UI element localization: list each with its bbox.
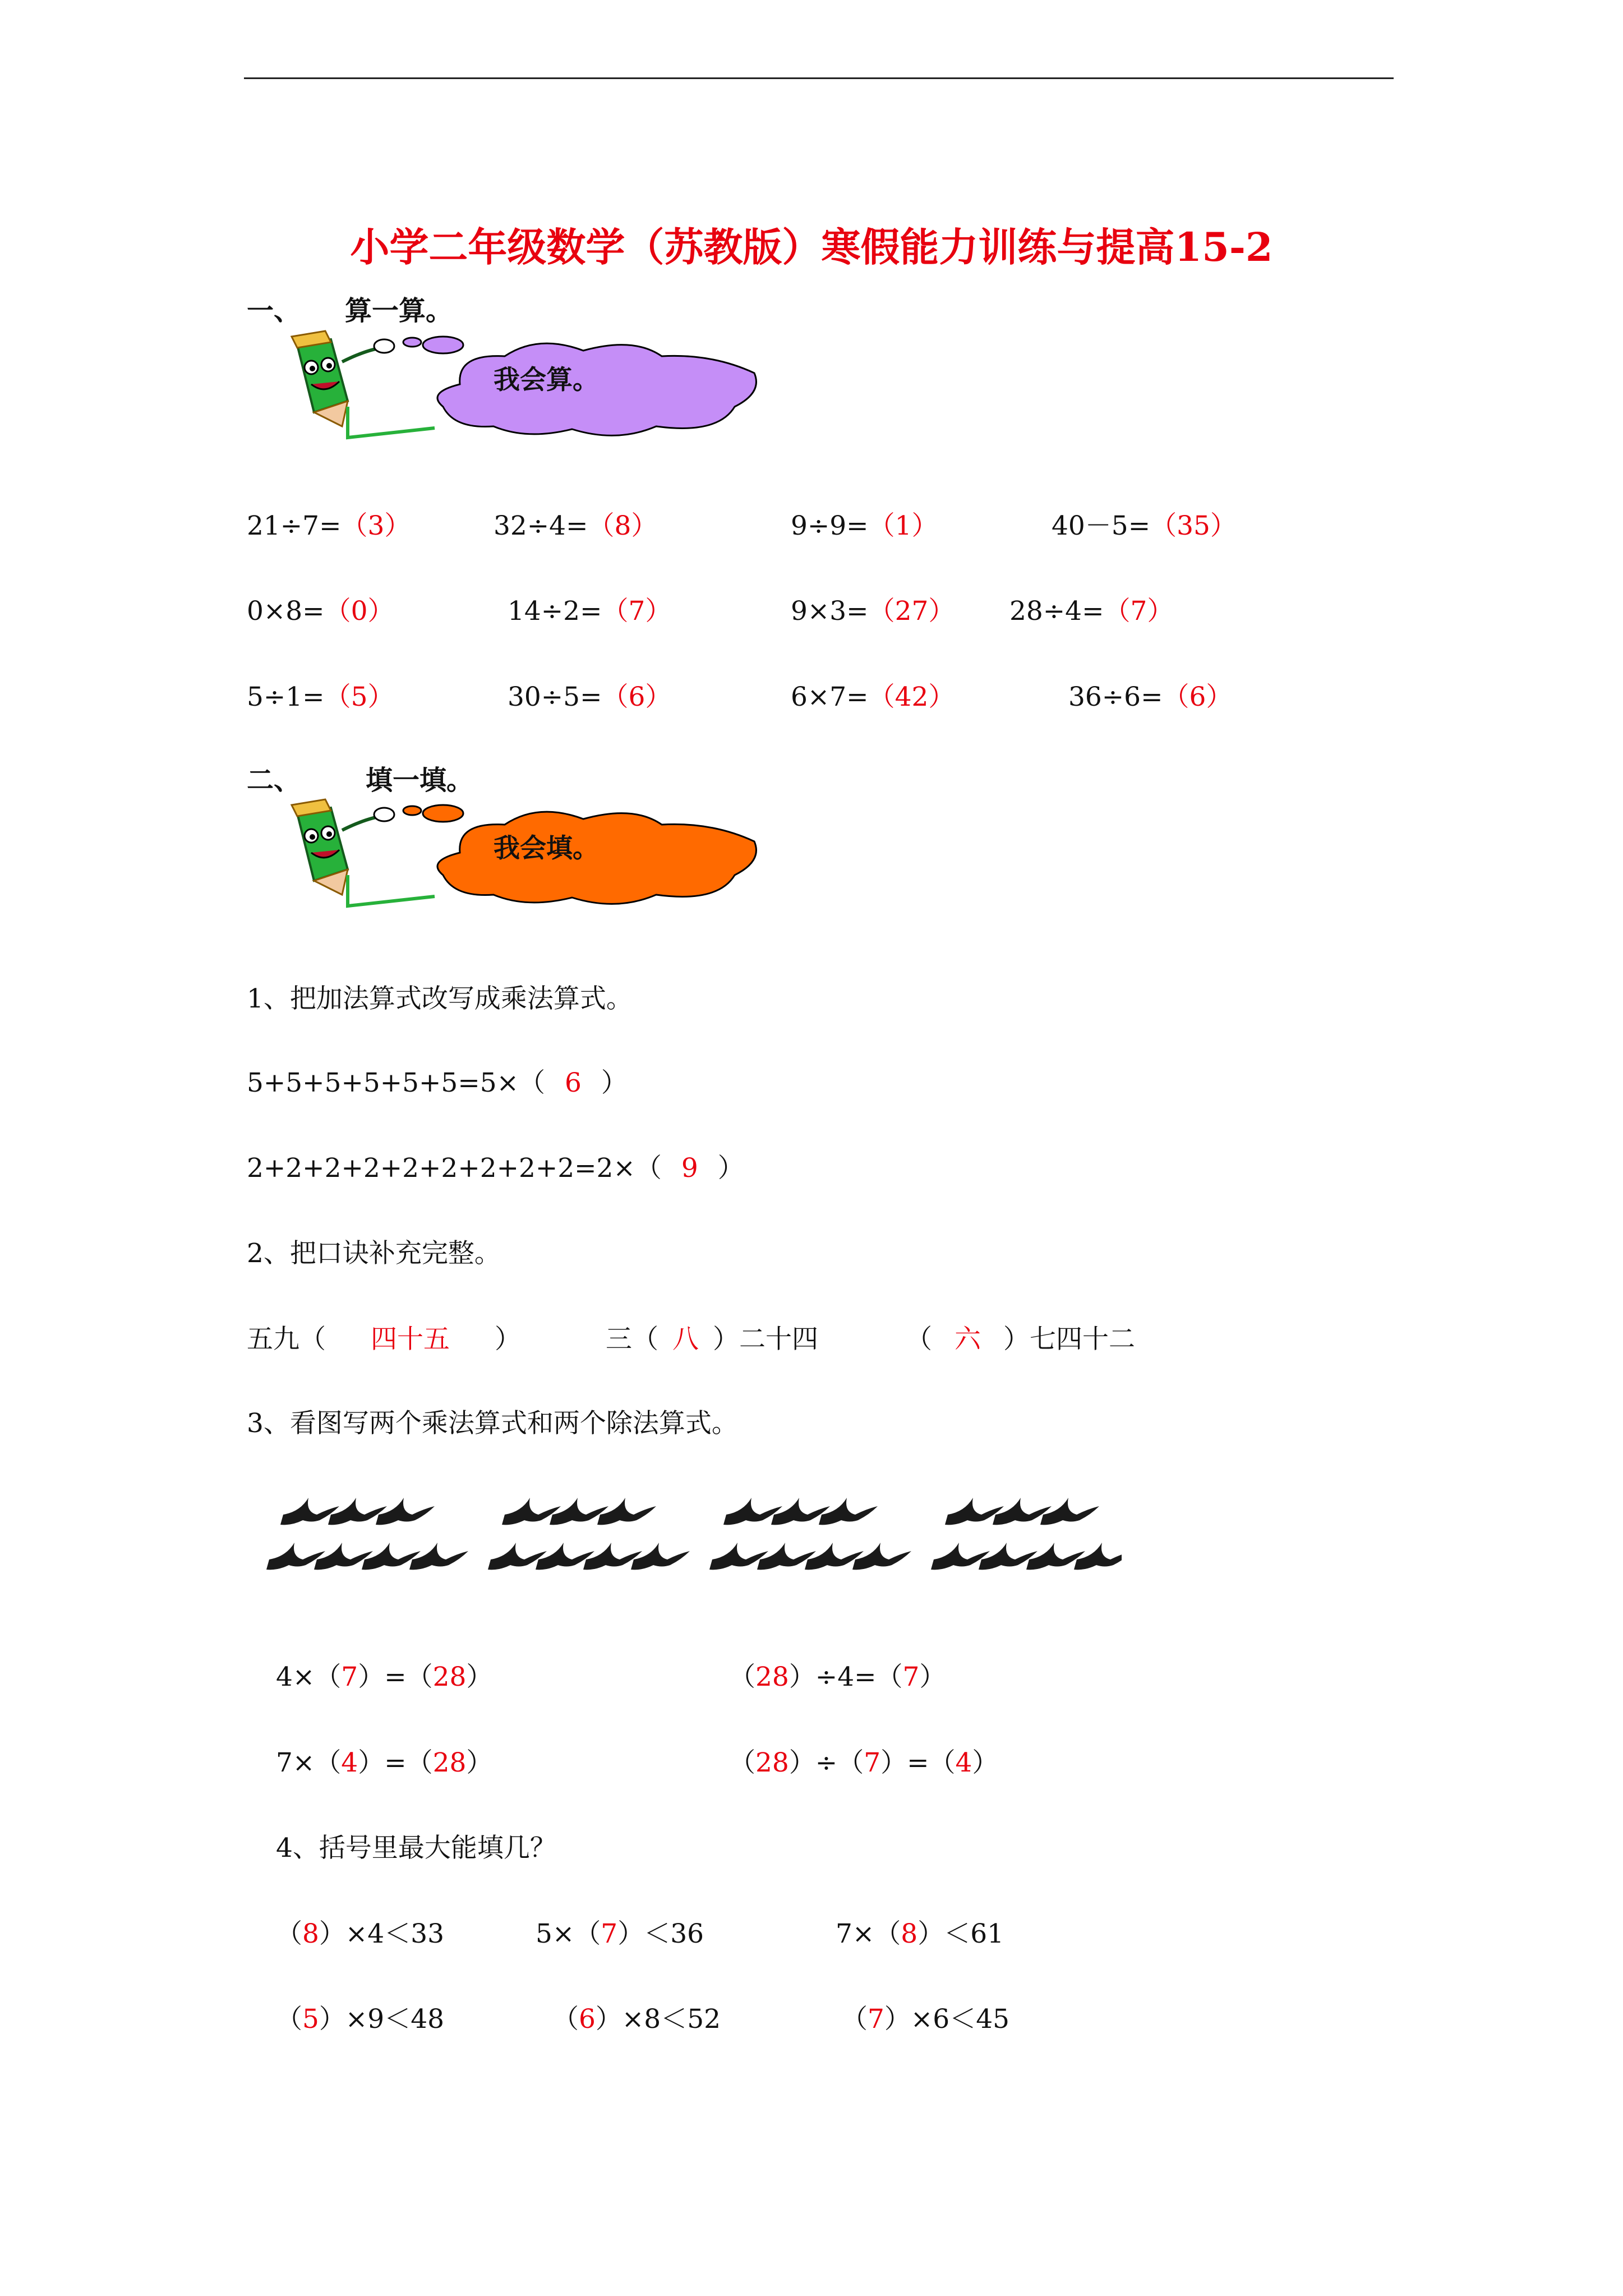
q4-item: 5×（7）＜36 xyxy=(536,1918,704,1949)
arithmetic-item: 5÷1=（5） xyxy=(247,682,394,712)
arithmetic-item: 9×3=（27） xyxy=(791,596,955,627)
page-title: 小学二年级数学（苏教版）寒假能力训练与提高15-2 xyxy=(350,224,1273,270)
q4-item: 7×（8）＜61 xyxy=(836,1918,1004,1949)
swallow-picture xyxy=(247,1481,1122,1588)
arithmetic-item: 30÷5=（6） xyxy=(508,682,672,712)
q4-item: （5）×9＜48 xyxy=(276,2004,444,2035)
q3-eq4: （28）÷（7）=（4） xyxy=(729,1747,999,1778)
section1-heading: 算一算。 xyxy=(345,295,453,326)
swallow-icon xyxy=(819,1498,878,1525)
q1-line1: 5+5+5+5+5+5=5×（ 6 ） xyxy=(247,1068,628,1098)
q3-eq1: 4×（7）=（28） xyxy=(276,1662,493,1692)
q3-label: 3、看图写两个乘法算式和两个除法算式。 xyxy=(247,1408,738,1439)
q3-eq3: 7×（4）=（28） xyxy=(276,1747,493,1778)
swallow-icon xyxy=(376,1498,435,1525)
section1-number: 一、 xyxy=(247,295,301,326)
header-rule xyxy=(244,77,1394,79)
bubble-text-1: 我会算。 xyxy=(494,365,599,395)
arithmetic-item: 36÷6=（6） xyxy=(1068,682,1233,712)
swallow-icon xyxy=(852,1543,911,1570)
q1-label: 1、把加法算式改写成乘法算式。 xyxy=(247,983,633,1014)
q1-line2: 2+2+2+2+2+2+2+2+2=2×（ 9 ） xyxy=(247,1153,744,1184)
q4-label: 4、括号里最大能填几？ xyxy=(276,1833,556,1864)
q2-item1: 五九（ 四十五 ） xyxy=(247,1324,521,1355)
q2-label: 2、把口诀补充完整。 xyxy=(247,1238,501,1269)
q2-item3: （ 六 ）七四十二 xyxy=(906,1324,1135,1355)
arithmetic-item: 14÷2=（7） xyxy=(508,596,672,627)
q4-item: （8）×4＜33 xyxy=(276,1918,444,1949)
bubble-text-2: 我会填。 xyxy=(494,833,599,864)
q4-item: （6）×8＜52 xyxy=(552,2004,721,2035)
arithmetic-item: 6×7=（42） xyxy=(791,682,955,712)
section2-number: 二、 xyxy=(247,765,301,796)
swallow-icon xyxy=(597,1498,656,1525)
swallow-icon xyxy=(1040,1498,1099,1525)
arithmetic-item: 40－5=（35） xyxy=(1052,510,1237,541)
swallow-icon xyxy=(631,1543,690,1570)
swallow-icon xyxy=(409,1543,468,1570)
swallow-icon xyxy=(1074,1543,1122,1570)
q3-eq2: （28）÷4=（7） xyxy=(729,1662,946,1692)
arithmetic-item: 32÷4=（8） xyxy=(494,510,658,541)
arithmetic-item: 28÷4=（7） xyxy=(1009,596,1174,627)
arithmetic-item: 9÷9=（1） xyxy=(791,510,938,541)
q2-item2: 三（ 八 ）二十四 xyxy=(606,1324,818,1355)
section2-heading: 填一填。 xyxy=(366,765,474,796)
swallows-svg xyxy=(247,1481,1122,1588)
q4-item: （7）×6＜45 xyxy=(841,2004,1009,2035)
arithmetic-item: 21÷7=（3） xyxy=(247,510,411,541)
arithmetic-item: 0×8=（0） xyxy=(247,596,394,627)
